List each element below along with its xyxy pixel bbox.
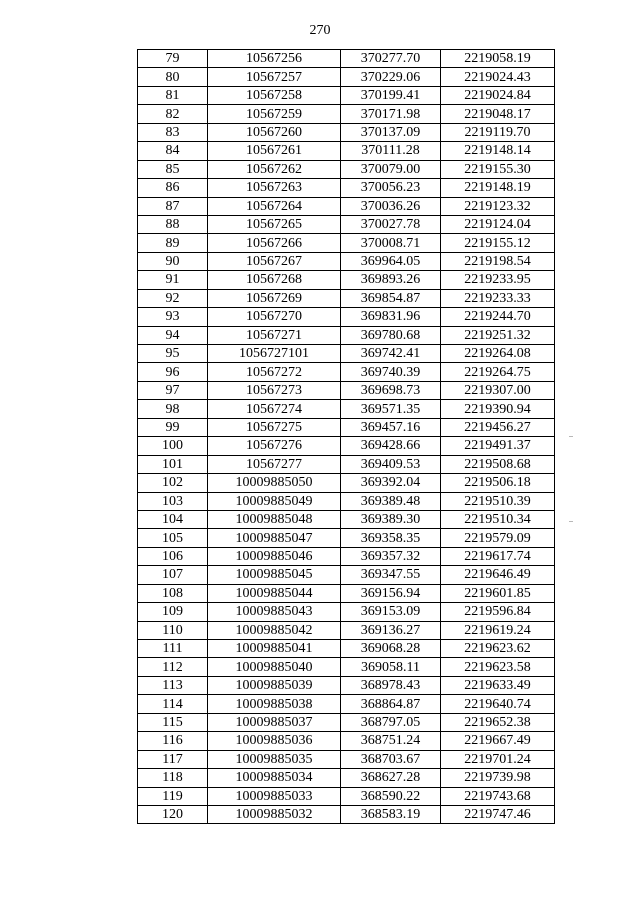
point-id-cell: 10009885036: [208, 732, 341, 750]
x-coordinate-cell: 370036.26: [341, 197, 441, 215]
table-row: [138, 474, 555, 492]
table-row: [138, 547, 555, 565]
y-coordinate-cell: 2219024.84: [441, 86, 555, 104]
point-number-cell: 109: [138, 603, 208, 621]
point-number-cell: 105: [138, 529, 208, 547]
table-row: [138, 805, 555, 823]
point-id-cell: 10009885038: [208, 695, 341, 713]
x-coordinate-cell: 369068.28: [341, 640, 441, 658]
point-id-cell: 10567270: [208, 308, 341, 326]
point-number-cell: 108: [138, 584, 208, 602]
point-id-cell: 10567267: [208, 252, 341, 270]
y-coordinate-cell: 2219048.17: [441, 105, 555, 123]
y-coordinate-cell: 2219233.33: [441, 289, 555, 307]
point-id-cell: 10567263: [208, 179, 341, 197]
point-number-cell: 101: [138, 455, 208, 473]
table-row: [138, 363, 555, 381]
table-row: [138, 658, 555, 676]
y-coordinate-cell: 2219233.95: [441, 271, 555, 289]
table-row: [138, 437, 555, 455]
y-coordinate-cell: 2219123.32: [441, 197, 555, 215]
point-number-cell: 86: [138, 179, 208, 197]
point-id-cell: 10567276: [208, 437, 341, 455]
point-id-cell: 10567262: [208, 160, 341, 178]
table-row: [138, 86, 555, 104]
table-row: [138, 603, 555, 621]
coordinates-table: [137, 49, 555, 824]
y-coordinate-cell: 2219264.08: [441, 345, 555, 363]
table-row: [138, 418, 555, 436]
point-number-cell: 93: [138, 308, 208, 326]
y-coordinate-cell: 2219619.24: [441, 621, 555, 639]
x-coordinate-cell: 369457.16: [341, 418, 441, 436]
point-number-cell: 97: [138, 381, 208, 399]
table-row: [138, 750, 555, 768]
y-coordinate-cell: 2219155.30: [441, 160, 555, 178]
y-coordinate-cell: 2219390.94: [441, 400, 555, 418]
point-number-cell: 107: [138, 566, 208, 584]
point-id-cell: 10009885039: [208, 676, 341, 694]
x-coordinate-cell: 370171.98: [341, 105, 441, 123]
point-id-cell: 10009885044: [208, 584, 341, 602]
x-coordinate-cell: 369409.53: [341, 455, 441, 473]
point-id-cell: 10567260: [208, 123, 341, 141]
point-number-cell: 110: [138, 621, 208, 639]
point-id-cell: 10009885041: [208, 640, 341, 658]
point-number-cell: 102: [138, 474, 208, 492]
table-row: [138, 400, 555, 418]
point-id-cell: 10009885032: [208, 805, 341, 823]
point-number-cell: 96: [138, 363, 208, 381]
scan-speck: [569, 521, 573, 522]
point-id-cell: 10567264: [208, 197, 341, 215]
point-number-cell: 94: [138, 326, 208, 344]
table-row: [138, 271, 555, 289]
point-id-cell: 10009885042: [208, 621, 341, 639]
table-row: [138, 381, 555, 399]
table-row: [138, 510, 555, 528]
y-coordinate-cell: 2219739.98: [441, 769, 555, 787]
x-coordinate-cell: 370079.00: [341, 160, 441, 178]
x-coordinate-cell: 368703.67: [341, 750, 441, 768]
y-coordinate-cell: 2219148.19: [441, 179, 555, 197]
x-coordinate-cell: 369358.35: [341, 529, 441, 547]
point-id-cell: 10567277: [208, 455, 341, 473]
point-number-cell: 87: [138, 197, 208, 215]
x-coordinate-cell: 369156.94: [341, 584, 441, 602]
x-coordinate-cell: 369347.55: [341, 566, 441, 584]
x-coordinate-cell: 369389.48: [341, 492, 441, 510]
x-coordinate-cell: 370229.06: [341, 68, 441, 86]
x-coordinate-cell: 369831.96: [341, 308, 441, 326]
point-id-cell: 10009885035: [208, 750, 341, 768]
point-id-cell: 10009885040: [208, 658, 341, 676]
table-row: [138, 234, 555, 252]
point-number-cell: 81: [138, 86, 208, 104]
scan-speck: [569, 436, 573, 437]
y-coordinate-cell: 2219456.27: [441, 418, 555, 436]
point-number-cell: 120: [138, 805, 208, 823]
point-number-cell: 83: [138, 123, 208, 141]
point-number-cell: 115: [138, 713, 208, 731]
point-number-cell: 117: [138, 750, 208, 768]
y-coordinate-cell: 2219124.04: [441, 215, 555, 233]
x-coordinate-cell: 368583.19: [341, 805, 441, 823]
y-coordinate-cell: 2219148.14: [441, 142, 555, 160]
point-number-cell: 79: [138, 50, 208, 68]
point-id-cell: 10567271: [208, 326, 341, 344]
y-coordinate-cell: 2219743.68: [441, 787, 555, 805]
y-coordinate-cell: 2219491.37: [441, 437, 555, 455]
y-coordinate-cell: 2219652.38: [441, 713, 555, 731]
x-coordinate-cell: 369964.05: [341, 252, 441, 270]
x-coordinate-cell: 369058.11: [341, 658, 441, 676]
x-coordinate-cell: 370277.70: [341, 50, 441, 68]
point-id-cell: 10567261: [208, 142, 341, 160]
point-number-cell: 118: [138, 769, 208, 787]
y-coordinate-cell: 2219640.74: [441, 695, 555, 713]
y-coordinate-cell: 2219579.09: [441, 529, 555, 547]
table-row: [138, 455, 555, 473]
y-coordinate-cell: 2219198.54: [441, 252, 555, 270]
point-id-cell: 10567273: [208, 381, 341, 399]
point-id-cell: 10009885045: [208, 566, 341, 584]
y-coordinate-cell: 2219617.74: [441, 547, 555, 565]
table-row: [138, 289, 555, 307]
table-row: [138, 179, 555, 197]
y-coordinate-cell: 2219667.49: [441, 732, 555, 750]
table-row: [138, 68, 555, 86]
point-id-cell: 10567256: [208, 50, 341, 68]
point-number-cell: 116: [138, 732, 208, 750]
y-coordinate-cell: 2219251.32: [441, 326, 555, 344]
point-id-cell: 10567259: [208, 105, 341, 123]
y-coordinate-cell: 2219747.46: [441, 805, 555, 823]
point-id-cell: 10567258: [208, 86, 341, 104]
point-number-cell: 103: [138, 492, 208, 510]
point-number-cell: 106: [138, 547, 208, 565]
point-id-cell: 10009885048: [208, 510, 341, 528]
table-row: [138, 713, 555, 731]
point-number-cell: 92: [138, 289, 208, 307]
table-row: [138, 123, 555, 141]
y-coordinate-cell: 2219623.62: [441, 640, 555, 658]
point-number-cell: 98: [138, 400, 208, 418]
y-coordinate-cell: 2219601.85: [441, 584, 555, 602]
x-coordinate-cell: 370056.23: [341, 179, 441, 197]
x-coordinate-cell: 369780.68: [341, 326, 441, 344]
point-number-cell: 112: [138, 658, 208, 676]
y-coordinate-cell: 2219506.18: [441, 474, 555, 492]
x-coordinate-cell: 369389.30: [341, 510, 441, 528]
table-row: [138, 695, 555, 713]
point-id-cell: 10567266: [208, 234, 341, 252]
table-row: [138, 252, 555, 270]
table-row: [138, 676, 555, 694]
x-coordinate-cell: 369698.73: [341, 381, 441, 399]
table-row: [138, 215, 555, 233]
x-coordinate-cell: 370027.78: [341, 215, 441, 233]
point-id-cell: 10567275: [208, 418, 341, 436]
x-coordinate-cell: 369428.66: [341, 437, 441, 455]
x-coordinate-cell: 368978.43: [341, 676, 441, 694]
point-id-cell: 10009885043: [208, 603, 341, 621]
x-coordinate-cell: 370008.71: [341, 234, 441, 252]
y-coordinate-cell: 2219307.00: [441, 381, 555, 399]
x-coordinate-cell: 369136.27: [341, 621, 441, 639]
point-id-cell: 10567269: [208, 289, 341, 307]
point-number-cell: 90: [138, 252, 208, 270]
x-coordinate-cell: 370111.28: [341, 142, 441, 160]
x-coordinate-cell: 369153.09: [341, 603, 441, 621]
point-number-cell: 82: [138, 105, 208, 123]
point-id-cell: 10009885034: [208, 769, 341, 787]
point-number-cell: 84: [138, 142, 208, 160]
x-coordinate-cell: 369392.04: [341, 474, 441, 492]
x-coordinate-cell: 368590.22: [341, 787, 441, 805]
point-number-cell: 104: [138, 510, 208, 528]
table-row: [138, 142, 555, 160]
point-number-cell: 119: [138, 787, 208, 805]
point-number-cell: 88: [138, 215, 208, 233]
x-coordinate-cell: 368751.24: [341, 732, 441, 750]
point-id-cell: 10567257: [208, 68, 341, 86]
point-number-cell: 111: [138, 640, 208, 658]
x-coordinate-cell: 369742.41: [341, 345, 441, 363]
y-coordinate-cell: 2219646.49: [441, 566, 555, 584]
table-row: [138, 345, 555, 363]
point-id-cell: 10009885049: [208, 492, 341, 510]
x-coordinate-cell: 368864.87: [341, 695, 441, 713]
point-id-cell: 10009885033: [208, 787, 341, 805]
y-coordinate-cell: 2219596.84: [441, 603, 555, 621]
table-row: [138, 769, 555, 787]
point-number-cell: 91: [138, 271, 208, 289]
point-id-cell: 10009885050: [208, 474, 341, 492]
point-id-cell: 1056727101: [208, 345, 341, 363]
x-coordinate-cell: 369854.87: [341, 289, 441, 307]
point-number-cell: 100: [138, 437, 208, 455]
point-id-cell: 10567265: [208, 215, 341, 233]
point-number-cell: 80: [138, 68, 208, 86]
coordinates-table-body: [138, 50, 555, 824]
y-coordinate-cell: 2219024.43: [441, 68, 555, 86]
point-number-cell: 114: [138, 695, 208, 713]
x-coordinate-cell: 369893.26: [341, 271, 441, 289]
y-coordinate-cell: 2219510.34: [441, 510, 555, 528]
point-id-cell: 10009885037: [208, 713, 341, 731]
point-number-cell: 95: [138, 345, 208, 363]
point-id-cell: 10009885047: [208, 529, 341, 547]
table-row: [138, 492, 555, 510]
point-id-cell: 10567274: [208, 400, 341, 418]
point-number-cell: 99: [138, 418, 208, 436]
table-row: [138, 308, 555, 326]
table-row: [138, 584, 555, 602]
table-row: [138, 197, 555, 215]
point-number-cell: 89: [138, 234, 208, 252]
table-row: [138, 105, 555, 123]
x-coordinate-cell: 370199.41: [341, 86, 441, 104]
point-id-cell: 10567268: [208, 271, 341, 289]
page-number: 270: [309, 23, 331, 38]
table-row: [138, 787, 555, 805]
point-number-cell: 85: [138, 160, 208, 178]
y-coordinate-cell: 2219508.68: [441, 455, 555, 473]
y-coordinate-cell: 2219155.12: [441, 234, 555, 252]
y-coordinate-cell: 2219510.39: [441, 492, 555, 510]
table-row: [138, 529, 555, 547]
y-coordinate-cell: 2219244.70: [441, 308, 555, 326]
point-id-cell: 10567272: [208, 363, 341, 381]
x-coordinate-cell: 370137.09: [341, 123, 441, 141]
table-row: [138, 566, 555, 584]
table-row: [138, 640, 555, 658]
point-id-cell: 10009885046: [208, 547, 341, 565]
table-row: [138, 50, 555, 68]
y-coordinate-cell: 2219623.58: [441, 658, 555, 676]
x-coordinate-cell: 368797.05: [341, 713, 441, 731]
y-coordinate-cell: 2219633.49: [441, 676, 555, 694]
table-row: [138, 732, 555, 750]
point-number-cell: 113: [138, 676, 208, 694]
y-coordinate-cell: 2219119.70: [441, 123, 555, 141]
table-row: [138, 160, 555, 178]
x-coordinate-cell: 369357.32: [341, 547, 441, 565]
x-coordinate-cell: 368627.28: [341, 769, 441, 787]
x-coordinate-cell: 369571.35: [341, 400, 441, 418]
x-coordinate-cell: 369740.39: [341, 363, 441, 381]
y-coordinate-cell: 2219058.19: [441, 50, 555, 68]
y-coordinate-cell: 2219264.75: [441, 363, 555, 381]
table-row: [138, 621, 555, 639]
y-coordinate-cell: 2219701.24: [441, 750, 555, 768]
table-row: [138, 326, 555, 344]
